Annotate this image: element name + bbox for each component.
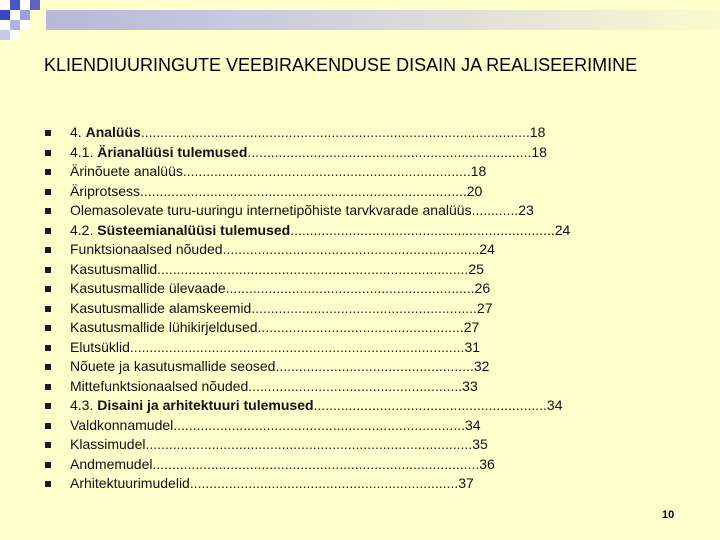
deco-square-icon: [30, 0, 40, 10]
toc-entry-page: 23: [518, 202, 534, 218]
deco-square-icon: [20, 0, 30, 10]
toc-entry-title: Äriprotsess: [70, 182, 141, 199]
toc-entry: [45, 474, 570, 494]
deco-square-icon: [0, 30, 10, 40]
toc-entry-title: Andmemudel: [70, 455, 153, 472]
toc-entry-title: Olemasolevate turu-uuringu internetipõhiste tarvkvarade analüüs: [70, 202, 472, 218]
toc-leader-dots: ..........................................................: [251, 299, 477, 316]
toc-leader-dots: ....................................................................................: [140, 182, 467, 199]
toc-leader-dots: ....................................................................................................: [140, 124, 530, 140]
toc-entry-title: Ärianalüüsi tulemused: [97, 143, 248, 160]
toc-entry-page: 36: [479, 455, 495, 472]
toc-entry: [45, 221, 570, 241]
toc-entry-title: Süsteemianalüüsi tulemused: [97, 221, 291, 238]
page-number: 10: [662, 509, 675, 521]
toc-leader-dots: .......................................................: [248, 377, 463, 394]
square-bullet-icon: [45, 286, 51, 292]
toc-entry: [45, 143, 570, 163]
toc-leader-dots: ...........................................................................: [173, 416, 465, 433]
toc-entry-page: 26: [474, 280, 491, 296]
toc-entry: [45, 162, 570, 182]
toc-leader-dots: ..........................................................................: [182, 163, 471, 179]
decorative-header: [0, 0, 720, 40]
toc-leader-dots: ............................................................: [313, 397, 547, 413]
toc-entry-page: 37: [458, 475, 474, 491]
toc-entry-page: 18: [529, 124, 546, 140]
square-bullet-icon: [45, 247, 51, 253]
toc-entry-page: 27: [476, 299, 493, 316]
square-bullet-icon: [45, 462, 51, 468]
toc-leader-dots: ....................................................................................: [152, 455, 480, 472]
deco-square-icon: [10, 20, 20, 30]
toc-leader-dots: .....................................................: [257, 319, 464, 335]
toc-entry-page: 31: [464, 338, 481, 355]
square-bullet-icon: [45, 150, 51, 156]
deco-square-icon: [10, 0, 20, 10]
toc-entry-title: Elutsüklid: [70, 338, 130, 355]
toc-entry-title: Ärinõuete analüüs: [70, 163, 183, 179]
toc-leader-dots: ...................................................: [275, 358, 474, 374]
toc-entry: [45, 318, 570, 338]
toc-entry-title: Analüüs: [85, 124, 141, 140]
toc-entry-title: Arhitektuurimudelid: [70, 475, 190, 491]
table-of-contents: [45, 123, 570, 494]
toc-entry-title: Kasutusmallide ülevaade: [70, 280, 226, 296]
slide-title: KLIENDIUURINGUTE VEEBIRAKENDUSE DISAIN JA REALISEERIMINE: [44, 55, 638, 75]
deco-square-icon: [0, 0, 10, 10]
deco-square-icon: [10, 30, 20, 40]
toc-leader-dots: .........................................................................: [247, 143, 532, 160]
toc-entry-title: Disaini ja arhitektuuri tulemused: [97, 397, 314, 413]
toc-entry: [45, 182, 570, 202]
square-bullet-icon: [45, 364, 51, 370]
toc-entry-number: 4.2.: [70, 221, 94, 238]
square-bullet-icon: [45, 228, 51, 234]
toc-entry-title: Klassimudel: [70, 436, 146, 452]
square-bullet-icon: [45, 423, 51, 429]
toc-entry-page: 35: [472, 436, 488, 452]
square-bullet-icon: [45, 345, 51, 351]
square-bullet-icon: [45, 325, 51, 331]
toc-leader-dots: ....................................................................: [290, 221, 555, 238]
toc-entry: [45, 240, 570, 260]
square-bullet-icon: [45, 306, 51, 312]
toc-entry-title: Kasutusmallid: [70, 260, 158, 277]
toc-entry: [45, 299, 570, 319]
deco-square-icon: [20, 20, 30, 30]
toc-entry-page: 25: [468, 260, 484, 277]
deco-square-icon: [20, 10, 30, 20]
toc-entry: [45, 396, 570, 416]
toc-entry-page: 32: [473, 358, 490, 374]
toc-entry-page: 18: [470, 163, 487, 179]
toc-entry: [45, 338, 570, 358]
square-bullet-icon: [45, 403, 51, 409]
square-bullet-icon: [45, 130, 51, 136]
square-bullet-icon: [45, 189, 51, 195]
toc-entry-title: Mittefunktsionaalsed nõuded: [70, 377, 249, 394]
toc-entry-title: Valdkonnamudel: [70, 416, 174, 433]
toc-entry-page: 20: [466, 182, 483, 199]
square-bullet-icon: [45, 169, 51, 175]
toc-entry: [45, 377, 570, 397]
toc-entry: [45, 201, 570, 221]
toc-leader-dots: ......................................................................................: [129, 338, 465, 355]
toc-entry-title: Nõuete ja kasutusmallide seosed: [70, 358, 276, 374]
toc-leader-dots: .....................................................................: [189, 475, 459, 491]
toc-entry-number: 4.3.: [70, 397, 94, 413]
toc-entry-title: Kasutusmallide alamskeemid: [70, 299, 252, 316]
toc-entry-page: 34: [546, 397, 563, 413]
toc-entry: [45, 416, 570, 436]
toc-entry: [45, 455, 570, 475]
toc-entry-page: 33: [462, 377, 478, 394]
toc-leader-dots: ................................................................: [225, 280, 475, 296]
square-bullet-icon: [45, 384, 51, 390]
toc-leader-dots: ..................................................................: [222, 241, 480, 257]
toc-entry: [45, 123, 570, 143]
toc-entry: [45, 357, 570, 377]
toc-entry: [45, 435, 570, 455]
toc-leader-dots: ............: [471, 202, 519, 218]
toc-entry-page: 24: [479, 241, 495, 257]
toc-entry-page: 24: [554, 221, 571, 238]
toc-entry-title: Funktsionaalsed nõuded: [70, 241, 223, 257]
toc-leader-dots: ................................................................................: [157, 260, 469, 277]
toc-entry-number: 4.1.: [70, 143, 94, 160]
toc-leader-dots: ....................................................................................: [145, 436, 473, 452]
square-bullet-icon: [45, 208, 51, 214]
toc-entry-number: 4.: [70, 124, 82, 140]
toc-entry: [45, 260, 570, 280]
deco-square-icon: [0, 10, 10, 20]
square-bullet-icon: [45, 267, 51, 273]
square-bullet-icon: [45, 442, 51, 448]
toc-entry-title: Kasutusmallide lühikirjeldused: [70, 319, 258, 335]
toc-entry-page: 18: [531, 143, 547, 160]
deco-square-icon: [0, 20, 10, 30]
deco-square-icon: [10, 10, 20, 20]
header-gradient-strip: [46, 10, 720, 30]
toc-entry-page: 34: [465, 416, 481, 433]
toc-entry-page: 27: [463, 319, 480, 335]
square-bullet-icon: [45, 481, 51, 487]
toc-entry: [45, 279, 570, 299]
